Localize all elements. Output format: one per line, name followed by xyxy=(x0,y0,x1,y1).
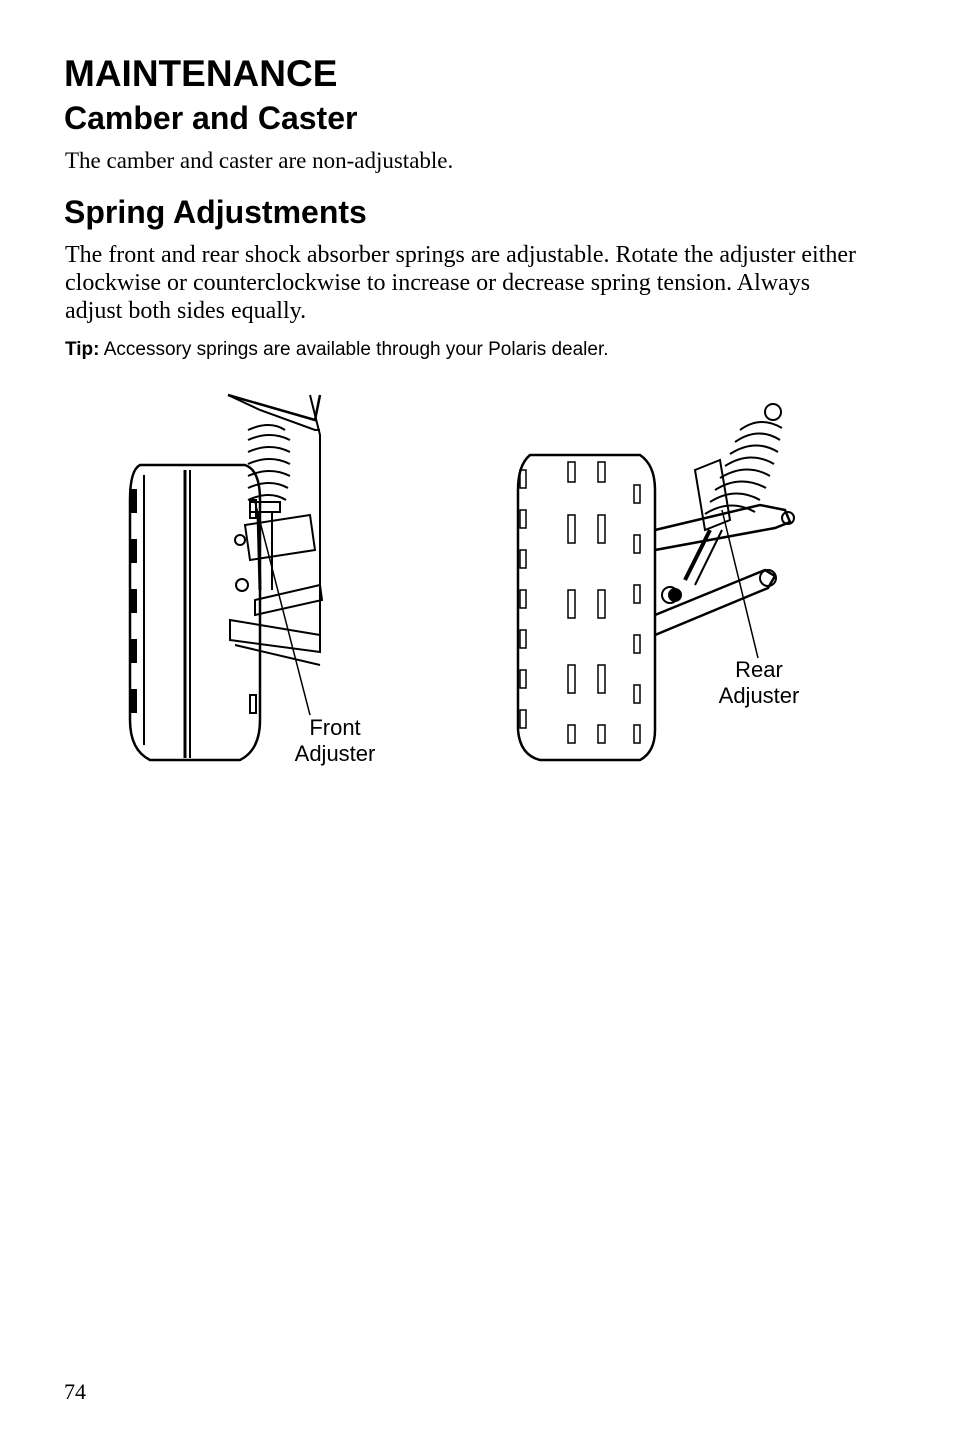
tip-label: Tip: xyxy=(65,339,100,360)
tip-note xyxy=(65,338,609,362)
page-number: 74 xyxy=(64,1379,86,1404)
shock-adjuster-illustration xyxy=(110,390,830,780)
spring-adjustments-text: The front and rear shock absorber springs are adjustable. Rotate the adjuster either clockwise or counterclockwise to increase or decrease spring tension. Always adjust both sides equally. xyxy=(65,242,857,324)
front-callout-line-2: Adjuster xyxy=(294,741,376,766)
rear-callout-line-1: Rear xyxy=(735,657,783,682)
spring-adjustments-heading: Spring Adjustments xyxy=(64,194,367,230)
front-suspension-illustration xyxy=(130,395,322,760)
front-adjuster-callout xyxy=(280,715,390,767)
camber-caster-text: The camber and caster are non-adjustable. xyxy=(65,148,454,173)
rear-callout-line-2: Adjuster xyxy=(718,683,800,708)
rear-adjuster-callout xyxy=(700,657,818,709)
camber-caster-heading: Camber and Caster xyxy=(64,100,358,136)
front-callout-line-1: Front xyxy=(309,715,361,740)
tip-text: Accessory springs are available through your Polaris dealer. xyxy=(99,339,609,360)
section-title: MAINTENANCE xyxy=(64,53,338,94)
